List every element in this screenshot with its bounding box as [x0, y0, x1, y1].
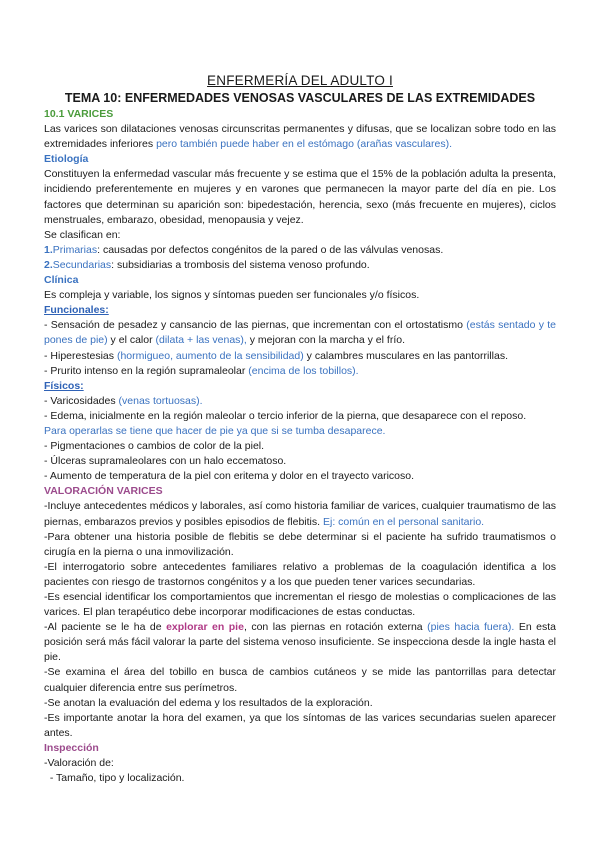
etiologia-text: Constituyen la enfermedad vascular más frecuente y se estima que el 15% de la población adulta la presenta, incidiendo preferentemente en mujeres y en varones que permanecen la mayor parte del día en pie. Los factores que determinan su aparición son: bipedestación, herencia, sexo (más frecuente en mujeres), ciclos menstruales, embarazo, obesidad, menopausia y vejez.	[44, 168, 556, 226]
fisico-item-3: - Pigmentaciones o cambios de color de la piel.	[44, 440, 265, 453]
inspeccion-item-1: -Valoración de:	[44, 757, 114, 770]
fisico-note: Para operarlas se tiene que hacer de pie ya que si se tumba desaparece.	[44, 424, 386, 437]
funcional-item-3: - Prurito intenso en la región supramaleolar (encima de los tobillos).	[44, 364, 359, 377]
classified-text: Se clasifican en:	[44, 228, 121, 241]
fisicos-heading: Físicos:	[44, 379, 84, 392]
etiologia-heading: Etiología	[44, 153, 89, 166]
fisico-item-5: - Aumento de temperatura de la piel con eritema y dolor en el trayecto varicoso.	[44, 470, 415, 483]
valoracion-item-2: -Para obtener una historia posible de flebitis se debe determinar si el paciente ha sufrido traumatismos o cirugía en la pierna o una inmovilización.	[44, 530, 556, 558]
valoracion-item-6: -Se examina el área del tobillo en busca de cambios cutáneos y se mide las pantorrillas para detectar cualquier diferencia entre sus perímetros.	[44, 666, 556, 694]
secundarias-item: 2.Secundarias: subsidiarias a trombosis del sistema venoso profundo.	[44, 258, 370, 271]
inspeccion-heading: Inspección	[44, 741, 99, 754]
valoracion-item-3: -El interrogatorio sobre antecedentes familiares relativo a problemas de la coagulación identifica a los pacientes con riesgo de trastornos congénitos y a los que pueden tener varices secundarias.	[44, 560, 556, 588]
funcional-item-1: - Sensación de pesadez y cansancio de las piernas, que incrementan con el ortostatismo (estás sentado y te pones de pie) y el calor (dilata + las venas), y mejoran con la marcha y el frío.	[44, 319, 557, 347]
primarias-item: 1.Primarias: causadas por defectos congénitos de la pared o de las válvulas venosas.	[44, 243, 444, 256]
topic-title: TEMA 10: ENFERMEDADES VENOSAS VASCULARES DE LAS EXTREMIDADES	[64, 91, 536, 105]
varices-intro: Las varices son dilataciones venosas circunscritas permanentes y difusas, que se localizan sobre todo en las extremidades inferiores pero también puede haber en el estómago (arañas vasculares).	[44, 123, 556, 151]
fisico-item-2: - Edema, inicialmente en la región maleolar o tercio inferior de la pierna, que desaparece con el reposo.	[44, 409, 527, 422]
valoracion-item-5: -Al paciente se le ha de explorar en pie, con las piernas en rotación externa (pies hacia fuera). En esta posición será más fácil valorar la parte del sistema venoso insuficiente. Se inspecciona desde la ingle hasta el pie.	[44, 621, 556, 664]
varices-heading: 10.1 VARICES	[44, 108, 114, 120]
valoracion-item-1: -Incluye antecedentes médicos y laborales, así como historia familiar de varices, cualquier traumatismo de las piernas, embarazos previos y posibles episodios de flebitis. Ej: común en el personal sanitario.	[44, 500, 556, 528]
valoracion-item-7: -Se anotan la evaluación del edema y los resultados de la exploración.	[44, 696, 373, 709]
course-title: ENFERMERÍA DEL ADULTO I	[207, 73, 393, 88]
funcional-item-2: - Hiperestesias (hormigueo, aumento de la sensibilidad) y calambres musculares en las pantorrillas.	[44, 349, 508, 362]
valoracion-item-8: -Es importante anotar la hora del examen, ya que los síntomas de las varices secundarias suelen aparecer antes.	[44, 711, 556, 739]
funcionales-heading: Funcionales:	[44, 304, 109, 317]
valoracion-heading: VALORACIÓN VARICES	[44, 485, 163, 498]
clinica-heading: Clínica	[44, 274, 79, 287]
inspeccion-item-2: - Tamaño, tipo y localización.	[44, 772, 185, 785]
valoracion-item-4: -Es esencial identificar los comportamientos que incrementan el riesgo de molestias o complicaciones de las varices. El plan terapéutico debe incorporar modificaciones de estas conductas.	[44, 591, 556, 619]
clinica-text: Es compleja y variable, los signos y síntomas pueden ser funcionales y/o físicos.	[44, 289, 420, 302]
fisico-item-4: - Úlceras supramaleolares con un halo eccematoso.	[44, 455, 287, 468]
fisico-item-1: - Varicosidades (venas tortuosas).	[44, 394, 203, 407]
